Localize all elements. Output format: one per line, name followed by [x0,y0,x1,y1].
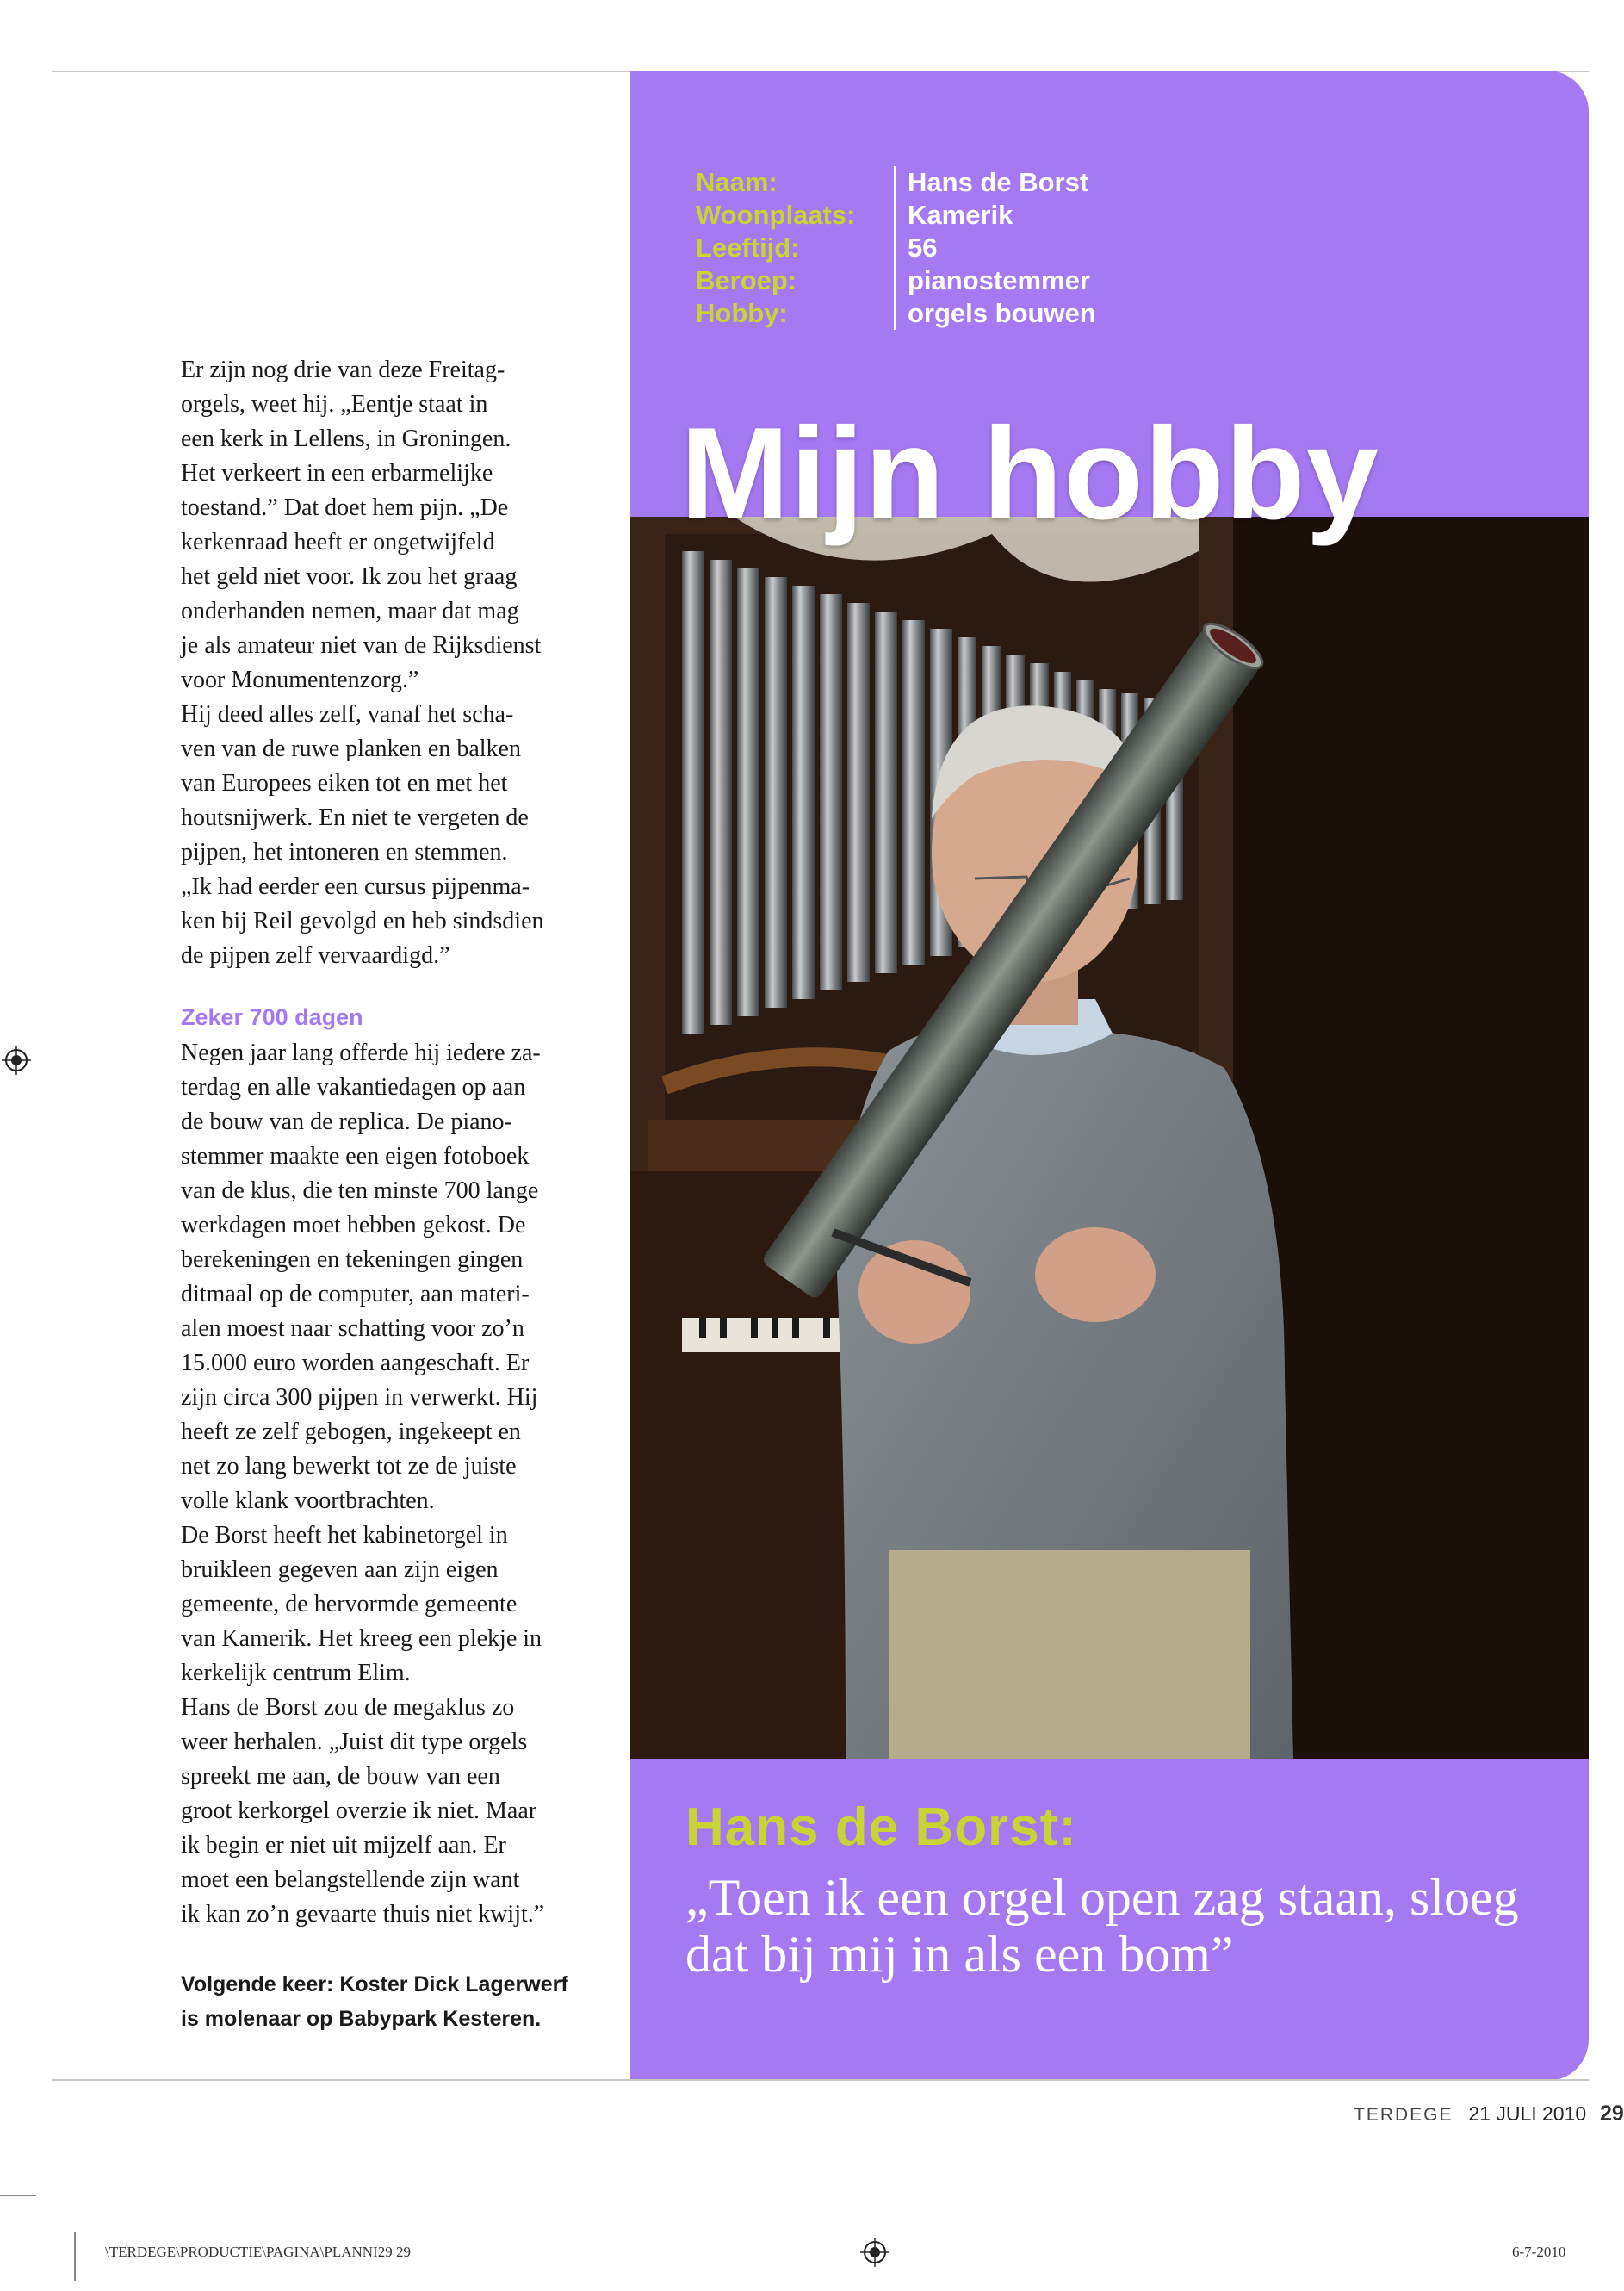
fact-separator [894,232,896,264]
article-paragraph: Negen jaar lang offerde hij iedere za- terdag en alle vakantiedagen op aan de bouw van de replica. De piano- stemmer maakte een eigen fotoboek van de klus, die ten minste 700 lange werkdagen moet hebben gekost. De berekeningen en tekeningen gingen ditmaal op de computer, aan materi- alen moest naar schatting voor zo’n 15.000 euro worden aangeschaft. Er zijn circa 300 pijpen in verwerkt. Hij heeft ze zelf gebogen, ingekeept en net zo lang bewerkt tot ze de juiste volle klank voortbrachten. De Borst heeft het kabinetorgel in bruikleen gegeven aan zijn eigen gemeente, de hervormde gemeente van Kamerik. Het kreeg een plekje in kerkelijk centrum Elim. Hans de Borst zou de megaklus zo weer herhalen. „Juist dit type orgels spreekt me aan, de bouw van een groot kerkorgel overzie ik niet. Maar ik begin er niet uit mijzelf aan. Er moet een belangstellende zijn want ik kan zo’n gevaarte thuis niet kwijt.” [181,1040,545,1928]
article-photo [630,517,1589,1759]
fact-row [696,232,1096,264]
registration-mark-icon [860,2238,889,2267]
fact-label: Beroep: [696,265,797,295]
next-time-note: Volgende keer: Koster Dick Lagerwerf is molenaar op Babypark Kesteren. [181,1972,568,2031]
fact-label: Woonplaats: [696,200,856,230]
fact-label: Leeftijd: [696,233,800,263]
bottom-rule [52,2079,1589,2081]
crop-mark [74,2232,76,2281]
fact-row [696,297,1096,330]
article-column-part2 [181,1036,646,1932]
fact-value: pianostemmer [908,265,1090,295]
fact-row [696,166,1096,199]
fact-separator [894,297,896,330]
fact-row [696,199,1096,232]
fact-separator [894,166,896,199]
quote-name: Hans de Borst: [685,1797,1077,1857]
print-slug-date: 6-7-2010 [1512,2244,1566,2260]
fact-label: Hobby: [696,298,788,328]
print-slug-path: \TERDEGE\PRODUCTIE\PAGINA\PLANNI29 29 [105,2244,411,2260]
fact-label: Naam: [696,167,778,197]
page-number: 29 [1600,2102,1624,2126]
fact-value: orgels bouwen [908,298,1096,328]
fact-row [696,264,1096,297]
issue-date: 21 JULI 2010 [1468,2102,1587,2125]
page-folio [1354,2102,1624,2126]
registration-mark-icon [2,1046,31,1075]
pull-quote: „Toen ik een orgel open zag staan, sloeg dat bij mij in als een bom” [685,1869,1519,1983]
fact-separator [894,199,896,232]
fact-value: Hans de Borst [908,167,1089,197]
subheading: Zeker 700 dagen [181,1004,363,1030]
fact-value: 56 [908,233,938,263]
magazine-name: TERDEGE [1354,2105,1454,2125]
article-paragraph: Er zijn nog drie van deze Freitag- orgels, weet hij. „Eentje staat in een kerk in Lellens, in Groningen. Het verkeert in een erbarmelijke toestand.” Dat doet hem pijn. „De kerkenraad heeft er ongetwijfeld het geld niet voor. Ik zou het graag onderhanden nemen, maar dat mag je als amateur niet van de Rijksdienst voor Monumentenzorg.” Hij deed alles zelf, vanaf het scha- ven van de ruwe planken en balken van Europees eiken tot en met het houtsnijwerk. En niet te vergeten de pijpen, het intoneren en stemmen. „Ik had eerder een cursus pijpenma- ken bij Reil gevolgd en heb sindsdien de pijpen zelf vervaardigd.” [181,357,544,969]
article-column-part1 [181,353,646,973]
fact-value: Kamerik [908,200,1013,230]
headline: Mijn hobby [680,400,1380,547]
fact-separator [894,264,896,297]
crop-mark [0,2195,36,2196]
profile-facts [696,166,1096,330]
